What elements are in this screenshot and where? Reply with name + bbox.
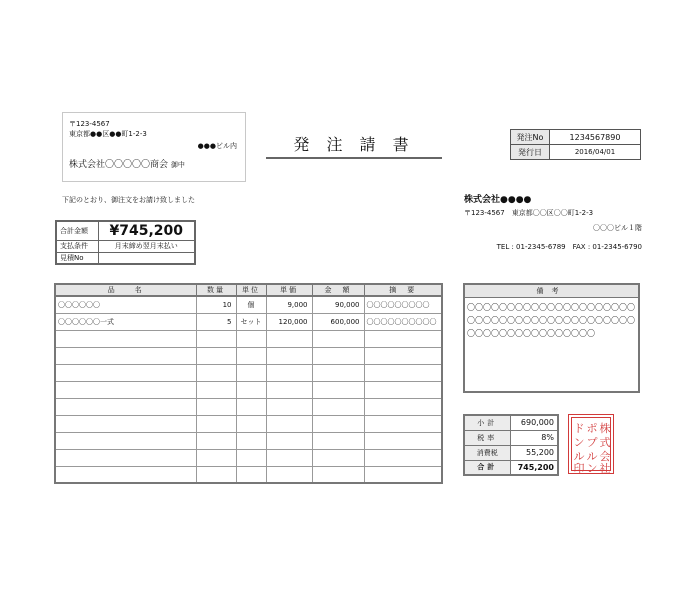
table-row [55, 296, 442, 313]
table-row [55, 449, 442, 466]
svg-text:プ: プ [586, 436, 598, 449]
order-meta-table [510, 129, 641, 160]
col-header-quantity: 数量 [196, 284, 236, 296]
remarks-header: 備考 [465, 285, 638, 298]
seal-stamp-icon [569, 415, 615, 475]
svg-text:ル: ル [586, 450, 598, 463]
quote-no-value [98, 252, 195, 264]
col-header-unit-price: 単価 [266, 284, 312, 296]
tax-rate-label: 税率 [464, 430, 510, 445]
summary-table [463, 414, 559, 476]
col-header-item-name: 品 名 [55, 284, 196, 296]
total-amount-value: ¥745,200 [98, 221, 195, 240]
issuer-company: 株式会社●●●● [464, 195, 532, 205]
payment-terms-value: 月末締め翌月末払い [98, 240, 195, 252]
order-no-label: 発注No [511, 130, 550, 145]
tax-label: 消費税 [464, 445, 510, 460]
subtotal-value: 690,000 [510, 415, 558, 430]
item-description: 〇〇〇〇〇〇〇〇〇〇 [364, 313, 442, 330]
item-unit-price: 9,000 [266, 296, 312, 313]
table-row [55, 381, 442, 398]
issue-date-value: 2016/04/01 [550, 145, 641, 160]
recipient-company [69, 157, 185, 170]
svg-text:社: 社 [599, 462, 611, 475]
recipient-building: ●●●ビル内 [197, 142, 237, 150]
intro-text: 下記のとおり、御注文をお請け致しました [62, 196, 195, 204]
svg-text:ポ: ポ [586, 422, 598, 435]
table-row [55, 313, 442, 330]
issuer-building: 〇〇〇ビル１階 [593, 224, 642, 232]
recipient-company-name: 株式会社〇〇〇〇〇商会 [69, 160, 169, 170]
item-unit: セット [236, 313, 266, 330]
svg-text:株: 株 [599, 422, 611, 435]
subtotal-label: 小計 [464, 415, 510, 430]
table-row [55, 432, 442, 449]
remarks-body [465, 298, 638, 343]
item-name: 〇〇〇〇〇〇一式 [55, 313, 196, 330]
remarks-line: 〇〇〇〇〇〇〇〇〇〇〇〇〇〇〇〇 [467, 329, 595, 338]
title-underline [266, 157, 442, 159]
table-row [55, 330, 442, 347]
items-table [54, 283, 443, 484]
issuer-contact: TEL : 01-2345-6789 FAX : 01-2345-6790 [496, 243, 642, 251]
table-row [55, 347, 442, 364]
table-row [55, 398, 442, 415]
table-row [55, 415, 442, 432]
item-amount: 600,000 [312, 313, 364, 330]
table-row [55, 466, 442, 483]
payment-terms-label: 支払条件 [56, 240, 98, 252]
total-amount-table [55, 220, 196, 265]
col-header-amount: 金 額 [312, 284, 364, 296]
total-amount-label: 合計金額 [56, 221, 98, 240]
grand-total-value: 745,200 [510, 460, 558, 475]
order-no-value: 1234567890 [550, 130, 641, 145]
svg-text:ン: ン [586, 462, 598, 475]
quote-no-label: 見積No [56, 252, 98, 264]
grand-total-label: 合計 [464, 460, 510, 475]
svg-text:印: 印 [573, 462, 585, 475]
company-seal [568, 414, 614, 474]
svg-text:ド: ド [573, 422, 585, 435]
col-header-description: 摘 要 [364, 284, 442, 296]
items-header-row [55, 284, 442, 296]
svg-text:式: 式 [599, 436, 611, 449]
item-quantity: 10 [196, 296, 236, 313]
col-header-unit: 単位 [236, 284, 266, 296]
item-description: 〇〇〇〇〇〇〇〇〇 [364, 296, 442, 313]
table-row [55, 364, 442, 381]
remarks-line: 〇〇〇〇〇〇〇〇〇〇〇〇〇〇〇〇〇〇〇〇〇 [467, 303, 635, 312]
page-title: 発 注 請 書 [293, 135, 415, 154]
recipient-address: 東京都●●区●●町1-2-3 [69, 130, 147, 138]
issue-date-label: 発行日 [511, 145, 550, 160]
tax-value: 55,200 [510, 445, 558, 460]
tax-rate-value: 8% [510, 430, 558, 445]
issuer-block [464, 192, 642, 254]
recipient-postal-code: 〒123-4567 [69, 120, 110, 128]
issuer-address: 〒123-4567 東京都〇〇区〇〇町1-2-3 [464, 209, 594, 217]
item-unit-price: 120,000 [266, 313, 312, 330]
item-quantity: 5 [196, 313, 236, 330]
recipient-address-box [62, 112, 246, 182]
svg-text:会: 会 [599, 450, 611, 463]
item-name: 〇〇〇〇〇〇 [55, 296, 196, 313]
remarks-box [463, 283, 640, 393]
svg-text:ン: ン [573, 436, 585, 449]
remarks-line: 〇〇〇〇〇〇〇〇〇〇〇〇〇〇〇〇〇〇〇〇〇 [467, 316, 635, 325]
item-unit: 個 [236, 296, 266, 313]
recipient-honorific: 御中 [170, 161, 185, 169]
item-amount: 90,000 [312, 296, 364, 313]
svg-text:ル: ル [573, 450, 585, 463]
